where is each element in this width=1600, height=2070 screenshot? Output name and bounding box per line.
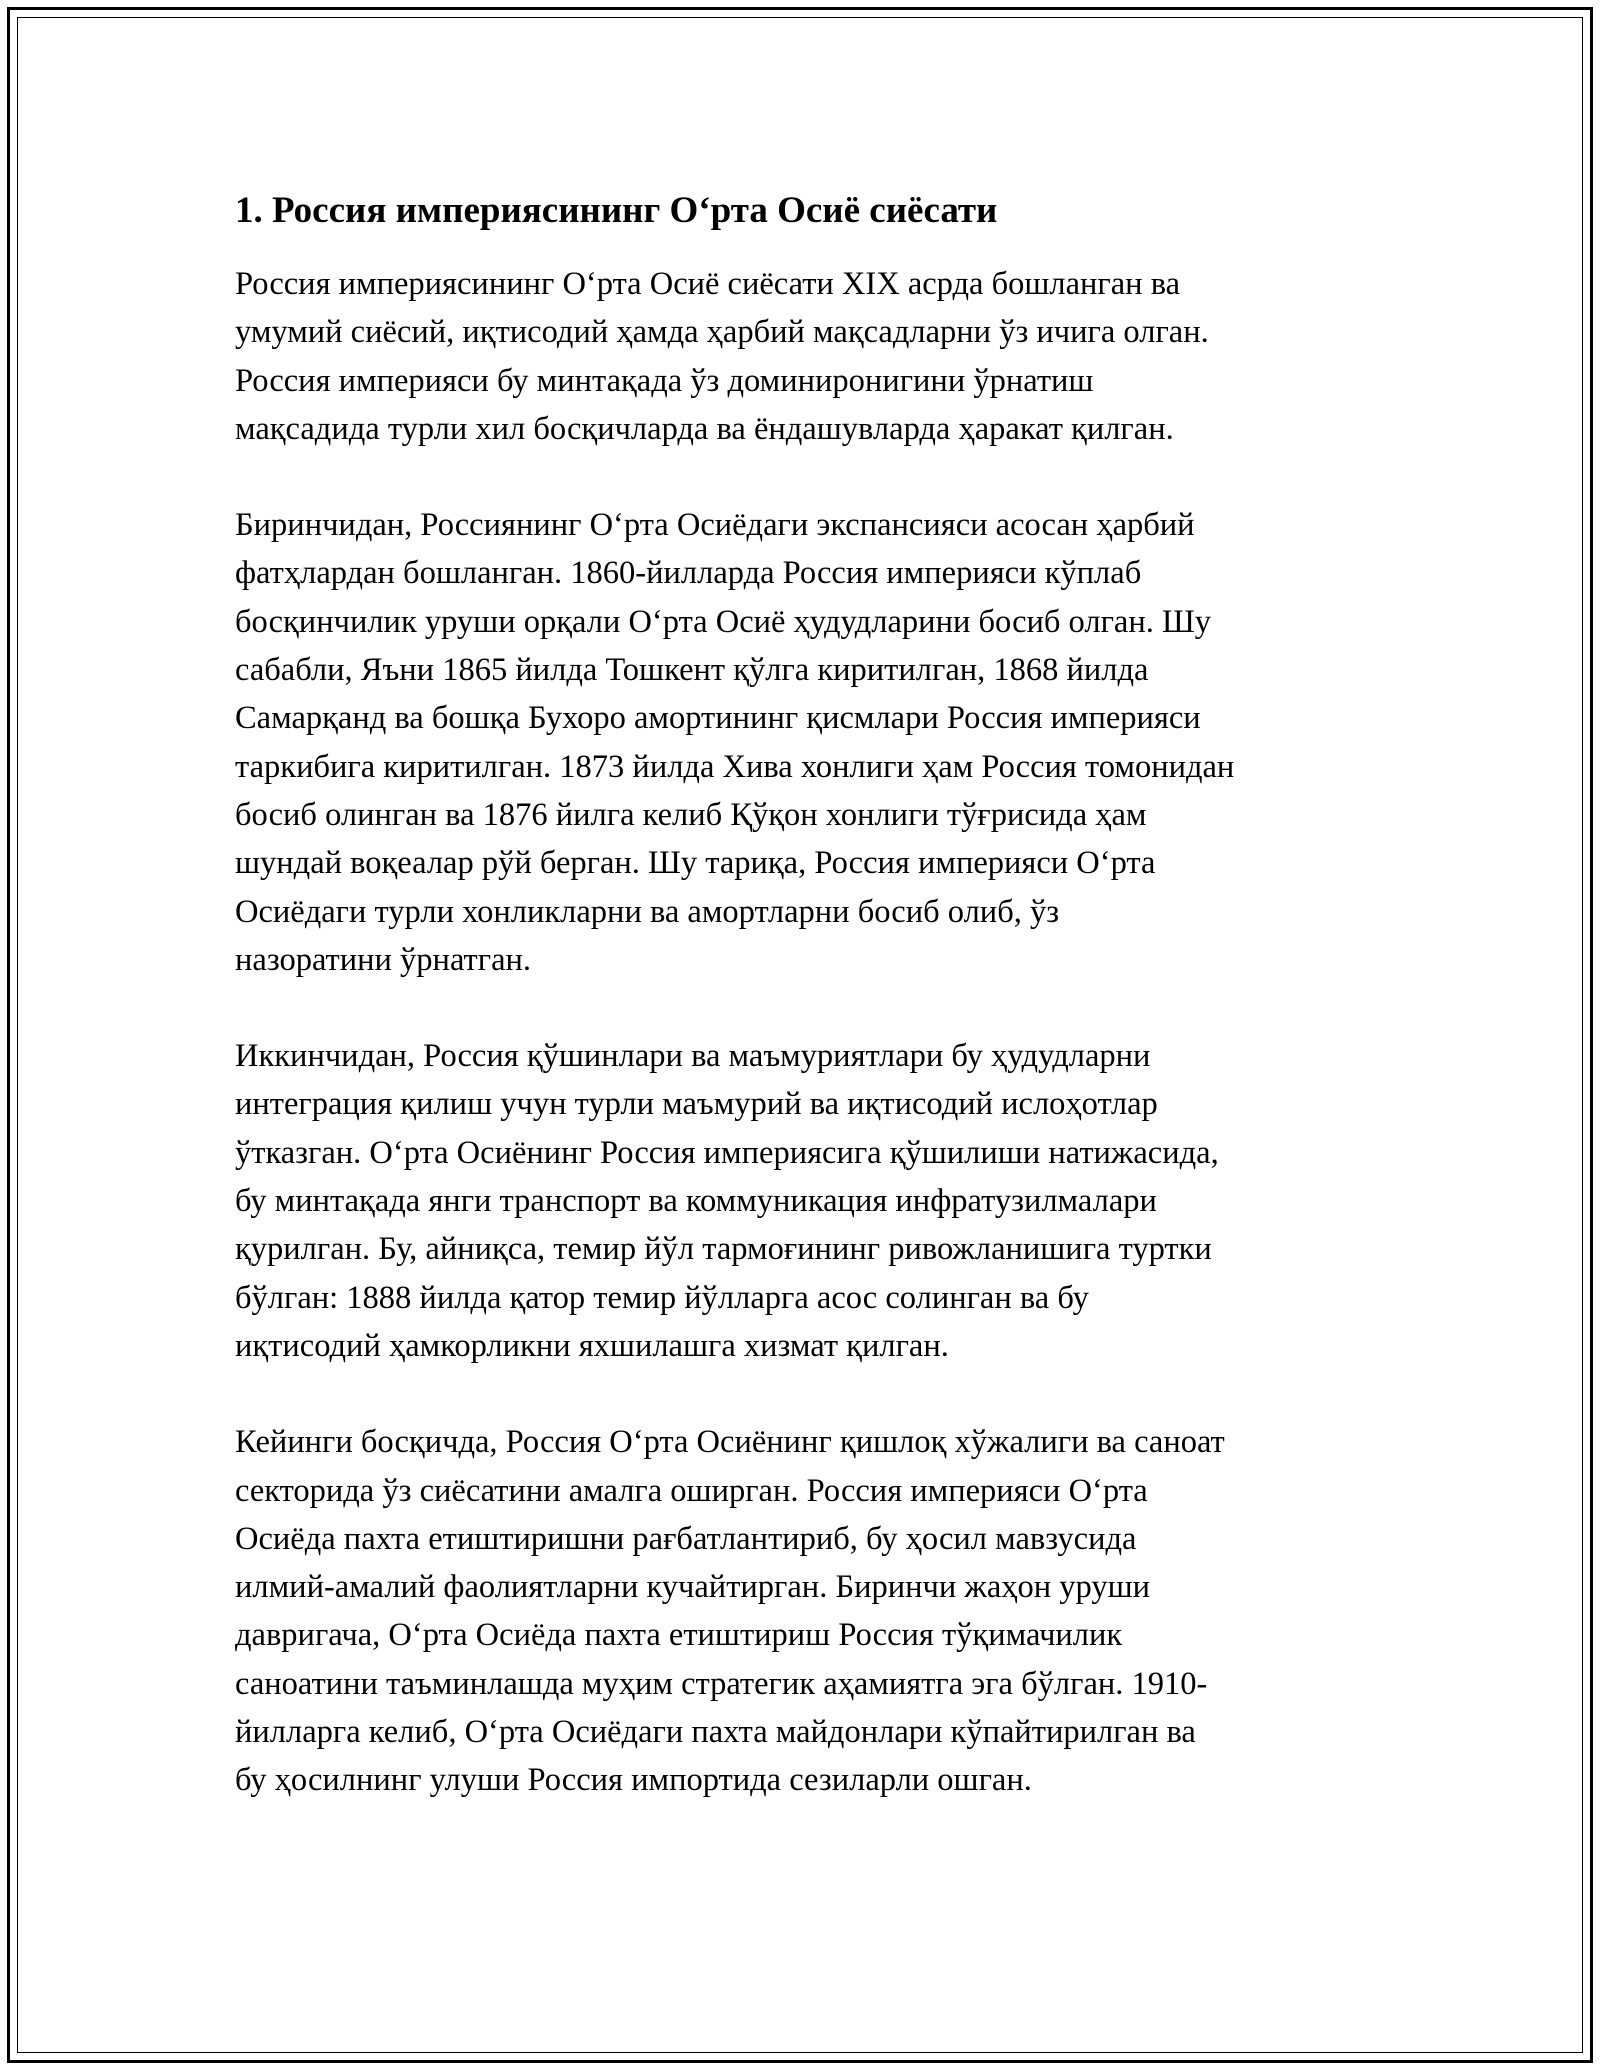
paragraph-2-line-6: таркибига киритилган. 1873 йилда Хива хонлиги ҳам Россия томонидан [235,748,1235,785]
paragraph-1-line-3: Россия империяси бу минтақада ўз доминиронигини ўрнатиш [235,362,1094,399]
paragraph-4-line-8: бу ҳосилнинг улуши Россия импортида сезиларли ошган. [235,1762,1032,1799]
paragraph-4 [235,1418,1375,1804]
paragraph-4-line-4: илмий-амалий фаолиятларни кучайтирган. Биринчи жаҳон уруши [235,1569,1151,1606]
paragraph-1 [235,260,1375,453]
paragraph-2-line-3: босқинчилик уруши орқали Оʻрта Осиё ҳудудларини босиб олган. Шу [235,603,1212,640]
paragraph-2-line-9: Осиёдаги турли хонликларни ва амортларни босиб олиб, ўз [235,893,1060,930]
paragraph-2-line-5: Самарқанд ва бошқа Бухоро амортининг қисмлари Россия империяси [235,700,1201,737]
paragraph-4-line-1: Кейинги босқичда, Россия Оʻрта Осиёнинг қишлоқ хўжалиги ва саноат [235,1424,1225,1461]
paragraph-2-line-7: босиб олинган ва 1876 йилга келиб Қўқон хонлиги тўғрисида ҳам [235,796,1147,833]
document-title: 1. Россия империясининг Оʻрта Осиё сиёсати [235,190,998,231]
paragraph-1-line-4: мақсадида турли хил босқичларда ва ёндашувларда ҳаракат қилган. [235,410,1174,447]
paragraph-4-line-6: саноатини таъминлашда муҳим стратегик аҳамиятга эга бўлган. 1910- [235,1665,1208,1702]
paragraph-2-line-1: Биринчидан, Россиянинг Оʻрта Осиёдаги экспансияси асосан ҳарбий [235,507,1195,544]
paragraph-3-line-5: қурилган. Бу, айниқса, темир йўл тармоғининг ривожланишига туртки [235,1231,1212,1268]
paragraph-3 [235,1032,1375,1370]
paragraph-2-line-8: шундай воқеалар рўй берган. Шу тариқа, Россия империяси Оʻрта [235,845,1156,882]
paragraph-3-line-7: иқтисодий ҳамкорликни яхшилашга хизмат қилган. [235,1327,949,1364]
paragraph-3-line-6: бўлган: 1888 йилда қатор темир йўлларга асос солинган ва бу [235,1279,1089,1316]
paragraph-4-line-5: давригача, Оʻрта Осиёда пахта етиштириш Россия тўқимачилик [235,1617,1123,1654]
paragraph-2 [235,501,1375,984]
paragraph-3-line-3: ўтказган. Оʻрта Осиёнинг Россия империясига қўшилиши натижасида, [235,1134,1219,1171]
paragraph-4-line-2: секторида ўз сиёсатини амалга оширган. Россия империяси Оʻрта [235,1472,1148,1509]
paragraph-4-line-3: Осиёда пахта етиштиришни рағбатлантириб, бу ҳосил мавзусида [235,1520,1137,1557]
paragraph-1-line-1: Россия империясининг Оʻрта Осиё сиёсати XIX асрда бошланган ва [235,266,1181,302]
paragraph-4-line-7: йилларга келиб, Оʻрта Осиёдаги пахта майдонлари кўпайтирилган ва [235,1714,1196,1751]
paragraph-3-line-2: интеграция қилиш учун турли маъмурий ва иқтисодий ислоҳотлар [235,1086,1158,1123]
paragraph-3-line-1: Иккинчидан, Россия қўшинлари ва маъмуриятлари бу ҳудудларни [235,1038,1151,1075]
paragraph-1-line-2: умумий сиёсий, иқтисодий ҳамда ҳарбий мақсадларни ўз ичига олган. [235,314,1209,351]
paragraph-2-line-10: назоратини ўрнатган. [235,941,532,978]
paragraph-2-line-2: фатҳлардан бошланган. 1860-йилларда Россия империяси кўплаб [235,555,1142,592]
document-body [235,186,1375,1853]
paragraph-3-line-4: бу минтақада янги транспорт ва коммуникация инфратузилмалари [235,1183,1157,1220]
paragraph-2-line-4: сабабли, Яъни 1865 йилда Тошкент қўлга киритилган, 1868 йилда [235,652,1149,689]
